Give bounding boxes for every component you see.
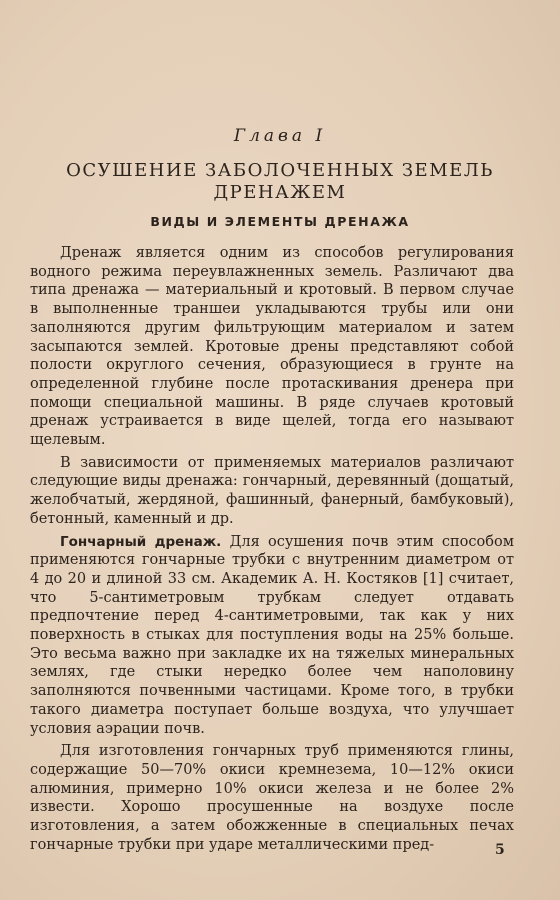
chapter-label: Глава I: [233, 126, 327, 146]
paragraph-1: [30, 244, 514, 450]
chapter-title: ОСУШЕНИЕ ЗАБОЛОЧЕННЫХ ЗЕМЕЛЬ ДРЕНАЖЕМ: [66, 160, 494, 203]
paragraph-text: Для изготовления гончарных труб применяются глины, содержащие 50—70% окиси кремнезема, 10—12% окиси алюминия, примерно 10% окиси железа и не более 2% извести. Хорошо просушенные на воздухе после изготовления, а затем обожженные в специальных печах гончарные трубки при ударе металлическими пред-: [30, 743, 514, 853]
paragraph-2: [30, 454, 514, 529]
section-title: ВИДЫ И ЭЛЕМЕНТЫ ДРЕНАЖА: [150, 214, 410, 229]
page-number: 5: [495, 842, 505, 858]
paragraph-lead: Гончарный дренаж.: [60, 533, 222, 550]
paragraph-3: [30, 533, 514, 739]
paragraph-text: Дренаж является одним из способов регулирования водного режима переувлажненных земель. Различают два типа дренажа — материальный и кротовый. В первом случае в выполненные траншеи укладываются трубы или они заполняются другим фильтрующим материалом и затем засыпаются землей. Кротовые дрены представляют собой полости округлого сечения, образующиеся в грунте на определенной глубине после протаскивания дренера при помощи специальной машины. В ряде случаев кротовый дренаж устраивается в виде щелей, тогда его называют щелевым.: [30, 245, 514, 449]
paragraph-text: Для осушения почв этим способом применяются гончарные трубки с внутренним диаметром от 4 до 20 и длиной 33 см. Академик А. Н. Костяков [1] считает, что 5-сантиметровым трубкам следует отдавать предпочтение перед 4-сантиметровыми, так как у них поверхность в стыках для поступления воды на 25% больше. Это весьма важно при закладке их на тяжелых минеральных землях, где стыки нередко более чем наполовину заполняются почвенными частицами. Кроме того, в трубки такого диаметра поступает больше воздуха, что улучшает условия аэрации почв.: [30, 533, 514, 737]
paragraph-text: В зависимости от применяемых материалов различают следующие виды дренажа: гончарный, деревянный (дощатый, желобчатый, жердяной, фашинный, фанерный, бамбуковый), бетонный, каменный и др.: [30, 454, 514, 527]
body-text: [30, 244, 514, 859]
paragraph-4: [30, 742, 514, 854]
